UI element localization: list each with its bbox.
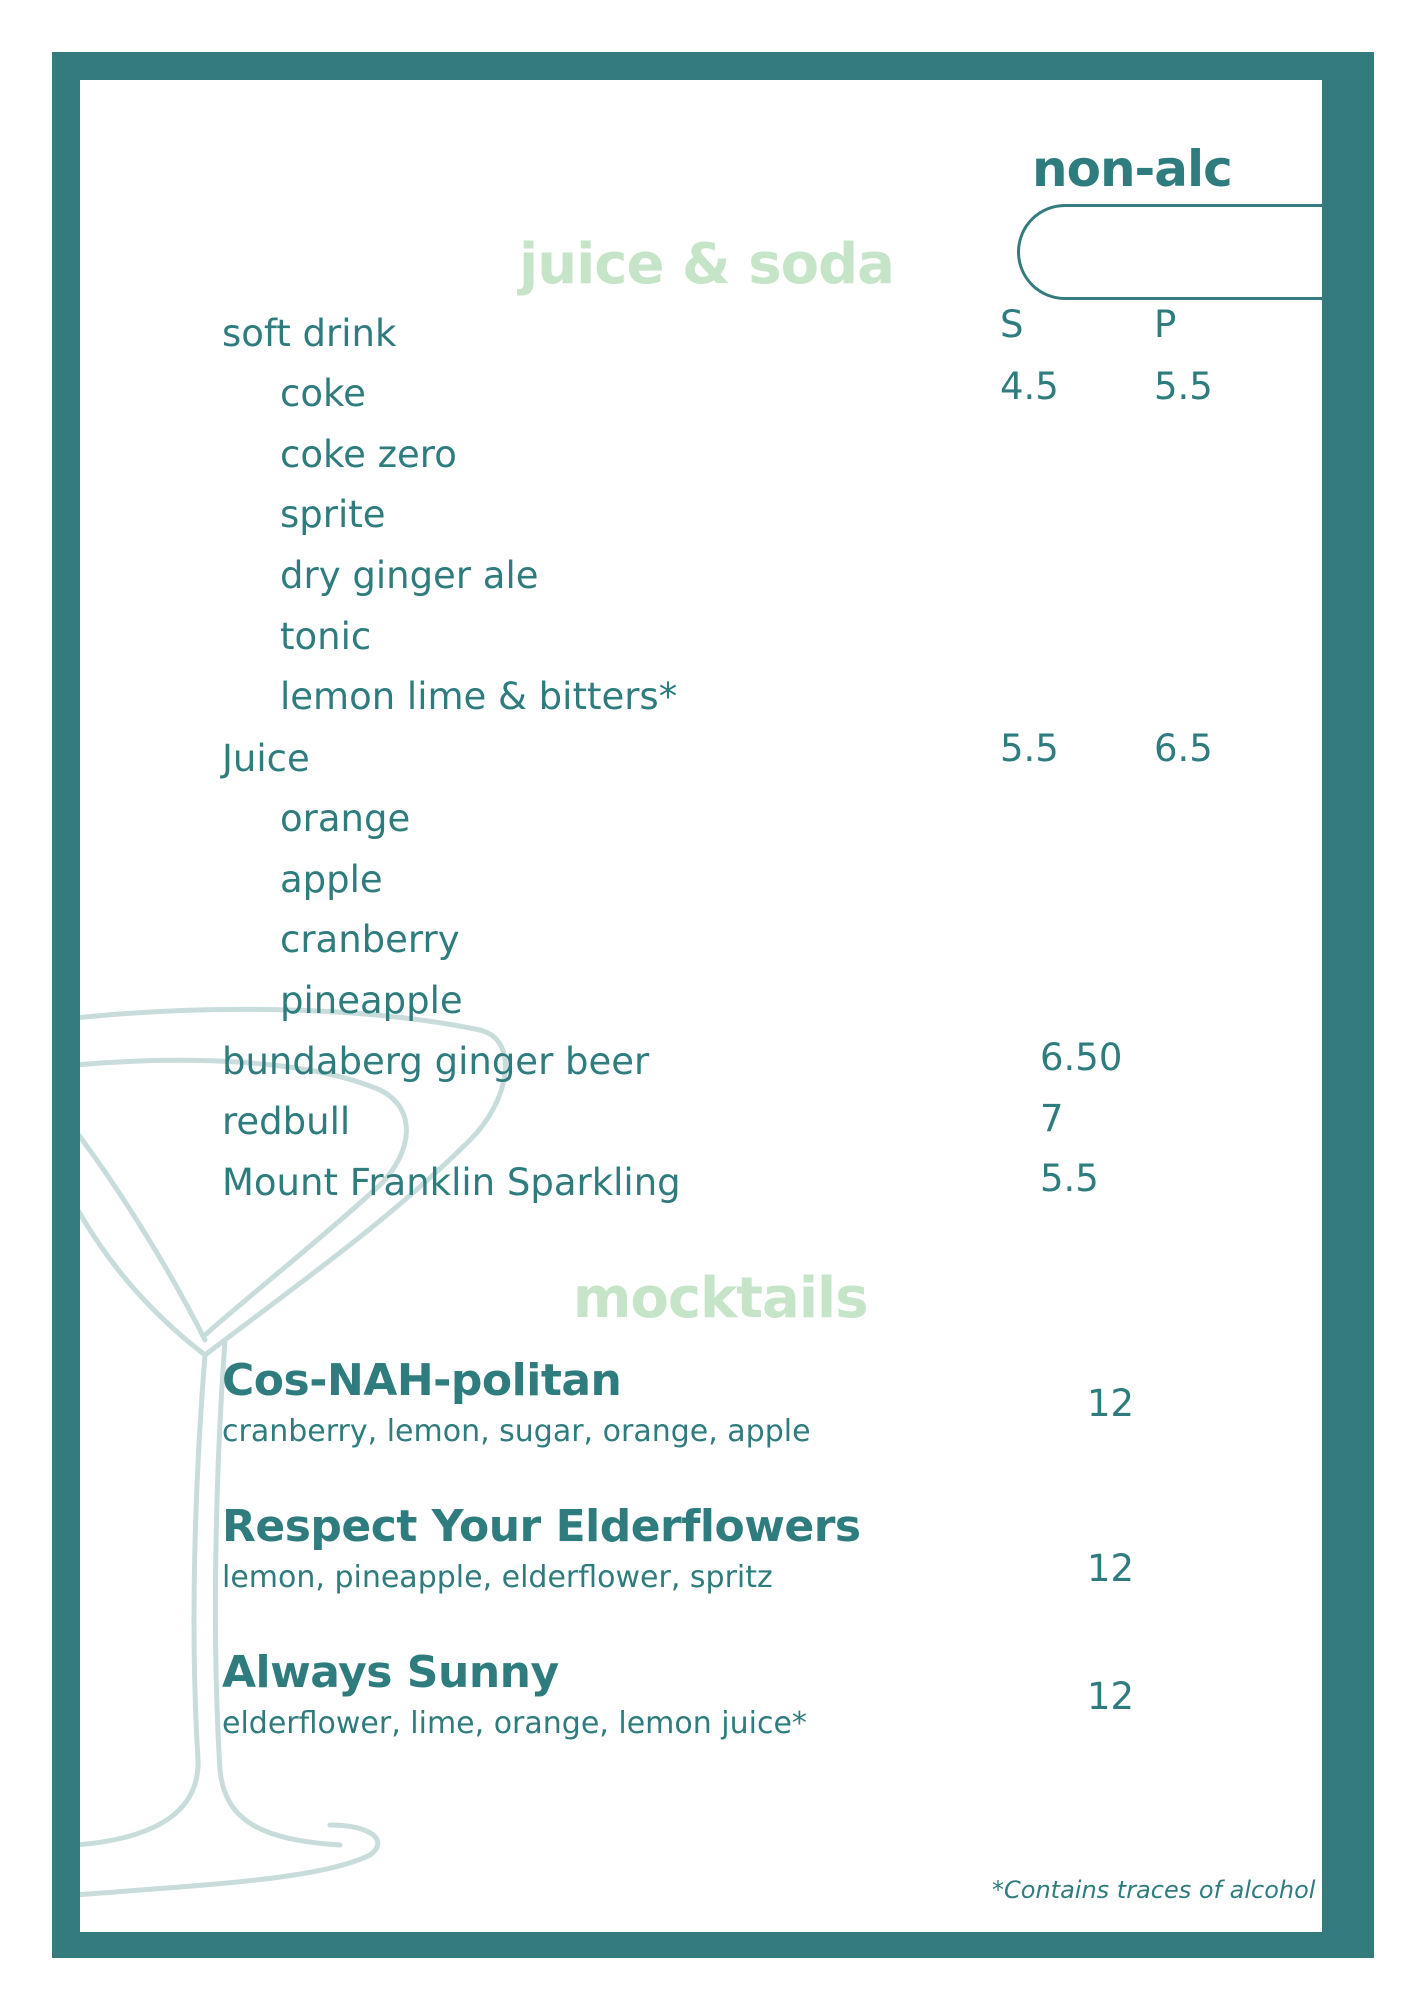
mocktail-name-respect-your-elderflowers: Respect Your Elderflowers bbox=[222, 1501, 861, 1552]
price-mount-franklin-sparkling: 5.5 bbox=[1040, 1157, 1099, 1200]
menu-item-orange: orange bbox=[280, 797, 411, 840]
menu-item-cranberry: cranberry bbox=[280, 918, 460, 961]
mocktail-price-cos-nah-politan: 12 bbox=[1087, 1382, 1135, 1425]
menu-item-coke: coke bbox=[280, 372, 366, 415]
category-badge bbox=[1017, 204, 1322, 300]
size-header-small: S bbox=[1000, 303, 1024, 346]
footnote-alcohol-traces: *Contains traces of alcohol bbox=[992, 1876, 1316, 1904]
mocktail-name-cos-nah-politan: Cos-NAH-politan bbox=[222, 1355, 622, 1406]
mocktail-price-respect-your-elderflowers: 12 bbox=[1087, 1547, 1135, 1590]
menu-item-sprite: sprite bbox=[280, 493, 386, 536]
size-header-pint: P bbox=[1154, 303, 1177, 346]
section-title-juice-soda: juice & soda bbox=[519, 232, 894, 297]
menu-item-apple: apple bbox=[280, 858, 383, 901]
menu-item-mount-franklin-sparkling: Mount Franklin Sparkling bbox=[222, 1161, 681, 1204]
menu-item-soft-drink: soft drink bbox=[222, 312, 397, 355]
menu-item-juice: Juice bbox=[222, 737, 310, 780]
price-soft-drink-pint: 5.5 bbox=[1154, 365, 1213, 408]
price-juice-small: 5.5 bbox=[1000, 727, 1059, 770]
mocktail-name-always-sunny: Always Sunny bbox=[222, 1647, 559, 1698]
section-title-mocktails: mocktails bbox=[573, 1266, 868, 1331]
price-juice-pint: 6.5 bbox=[1154, 727, 1213, 770]
menu-item-tonic: tonic bbox=[280, 615, 372, 658]
menu-item-redbull: redbull bbox=[222, 1100, 351, 1143]
menu-item-pineapple: pineapple bbox=[280, 979, 463, 1022]
menu-item-coke-zero: coke zero bbox=[280, 433, 457, 476]
mocktail-price-always-sunny: 12 bbox=[1087, 1675, 1135, 1718]
category-badge-label: non-alc bbox=[1032, 140, 1232, 198]
mocktail-description-respect-your-elderflowers: lemon, pineapple, elderflower, spritz bbox=[222, 1560, 773, 1595]
menu-item-dry-ginger-ale: dry ginger ale bbox=[280, 554, 539, 597]
mocktail-description-cos-nah-politan: cranberry, lemon, sugar, orange, apple bbox=[222, 1414, 811, 1449]
menu-item-lemon-lime-bitters: lemon lime & bitters* bbox=[280, 675, 678, 718]
price-redbull: 7 bbox=[1040, 1097, 1064, 1140]
mocktail-description-always-sunny: elderflower, lime, orange, lemon juice* bbox=[222, 1706, 807, 1741]
menu-item-bundaberg-ginger-beer: bundaberg ginger beer bbox=[222, 1040, 650, 1083]
price-bundaberg-ginger-beer: 6.50 bbox=[1040, 1036, 1123, 1079]
price-soft-drink-small: 4.5 bbox=[1000, 365, 1059, 408]
